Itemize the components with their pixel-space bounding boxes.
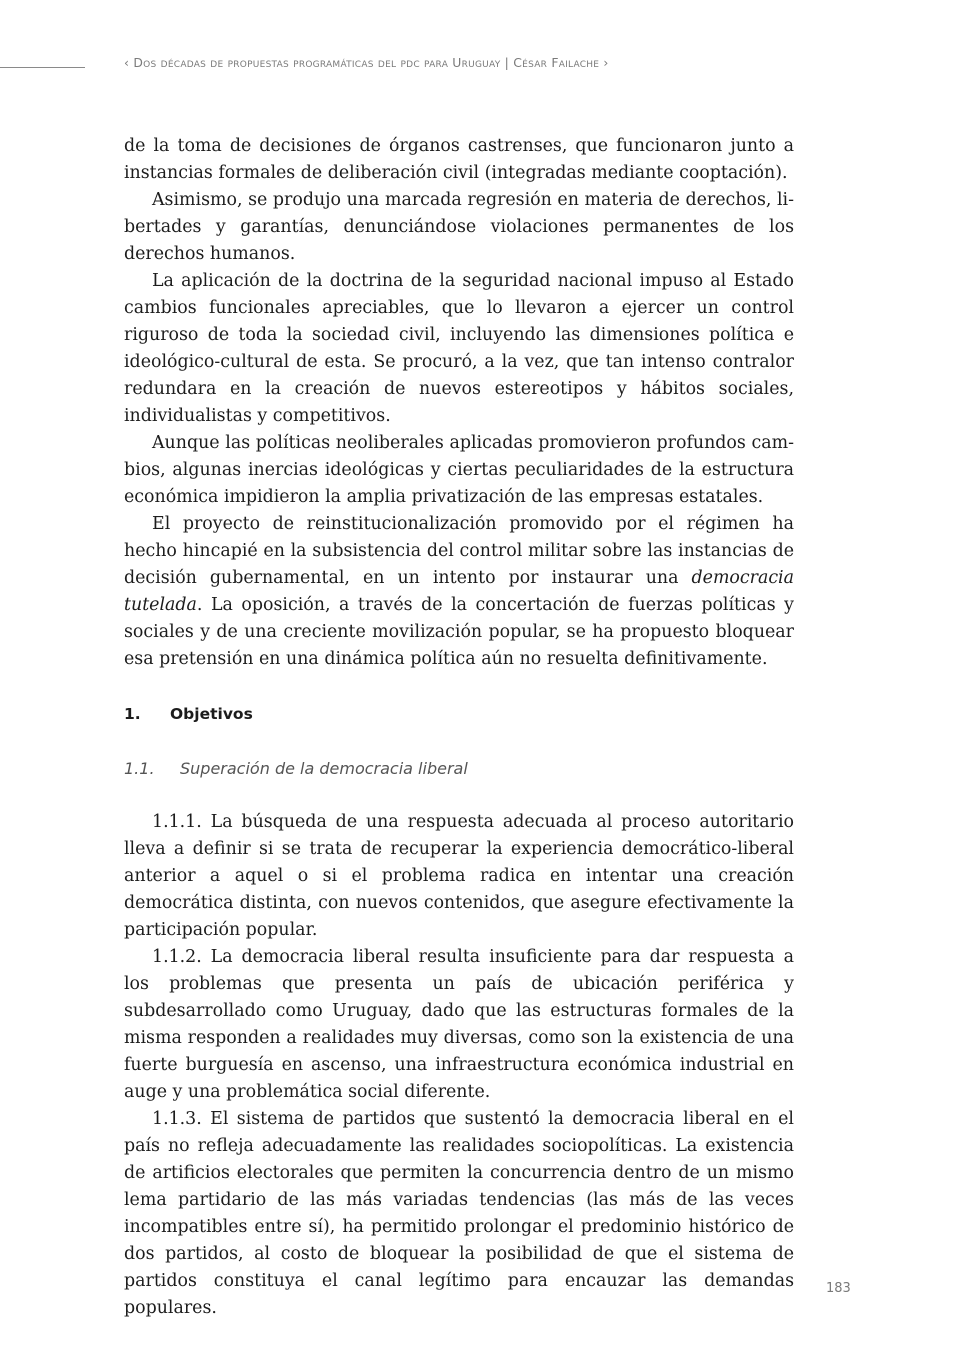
numbered-paragraph: 1.1.1. La búsqueda de una respuesta adecuada al proceso autoritario lleva a definir si se trata de recuperar la experiencia democrático-liberal anterior a aquel o si el problema radica en intentar una creación democrática distinta, con nuevos contenidos, que asegure efectivamente la participación popular. <box>124 812 794 940</box>
body-paragraph: Aunque las políticas neoliberales aplicadas promovieron profundos cambios, algunas inercias ideológicas y ciertas peculiaridades de la estructura económica impidieron la amplia privatización de las empresas estatales. <box>124 433 794 507</box>
numbered-paragraph: 1.1.3. El sistema de partidos que sustentó la democracia liberal en el país no refleja adecuadamente las realidades sociopolíticas. La existencia de artificios electorales que permiten la concurrencia dentro de un mismo lema partidario de las más variadas tendencias (las más de las veces incompatibles entre sí), ha permitido prolongar el predominio histórico de dos partidos, al costo de bloquear la posibilidad de que el sistema de partidos constituya el canal legítimo para encauzar las demandas populares. <box>124 1109 794 1318</box>
page-body <box>124 133 794 1322</box>
body-paragraph: La aplicación de la doctrina de la seguridad nacional impuso al Estado cambios funcionales apreciables, que lo llevaron a ejercer un control riguroso de toda la sociedad civil, incluyendo las dimensiones política e ideológico-cultural de esta. Se procuró, a la vez, que tan intenso contralor redundara en la creación de nuevos estereotipos y hábitos sociales, individualistas y competitivos. <box>124 271 794 426</box>
section-title: Objetivos <box>170 705 253 723</box>
body-paragraph: Asimismo, se produjo una marcada regresión en materia de derechos, libertades y garantías, denunciándose violaciones permanentes de los derechos humanos. <box>124 190 794 264</box>
page-number: 183 <box>826 1281 851 1296</box>
running-header: ‹ Dos décadas de propuestas programáticas del pdc para Uruguay | César Failache › <box>124 55 609 70</box>
emphasized-term: democracia tutelada <box>124 568 794 615</box>
body-paragraph <box>124 511 794 673</box>
numbered-paragraph: 1.1.2. La democracia liberal resulta insuficiente para dar respuesta a los problemas que presenta un país de ubicación periférica y subdesarrollado como Uruguay, dado que las estructuras formales de la misma responden a realidades muy diversas, como son la existencia de una fuerte burguesía en ascenso, una infraestructura económica industrial en auge y una problemática social diferente. <box>124 947 794 1102</box>
subsection-number: 1.1. <box>124 759 155 778</box>
subsection-heading <box>124 755 794 782</box>
paragraph-text: El proyecto de reinstitucionalización promovido por el régimen ha hecho hincapié en la subsistencia del control militar sobre las instancias de decisión gubernamental, en un intento por instaurar una <box>124 514 794 588</box>
section-heading <box>124 701 794 728</box>
body-paragraph: de la toma de decisiones de órganos castrenses, que funcionaron junto a instancias formales de deliberación civil (integradas mediante cooptación). <box>124 136 794 183</box>
header-rule <box>0 67 85 68</box>
subsection-body <box>124 809 794 1322</box>
paragraph-text: . La oposición, a través de la concertación de fuerzas políticas y sociales y de una creciente movilización popular, se ha propuesto bloquear esa pretensión en una dinámica política aún no resuelta definitivamente. <box>124 595 794 669</box>
subsection-title: Superación de la democracia liberal <box>180 759 468 778</box>
section-number: 1. <box>124 705 141 723</box>
